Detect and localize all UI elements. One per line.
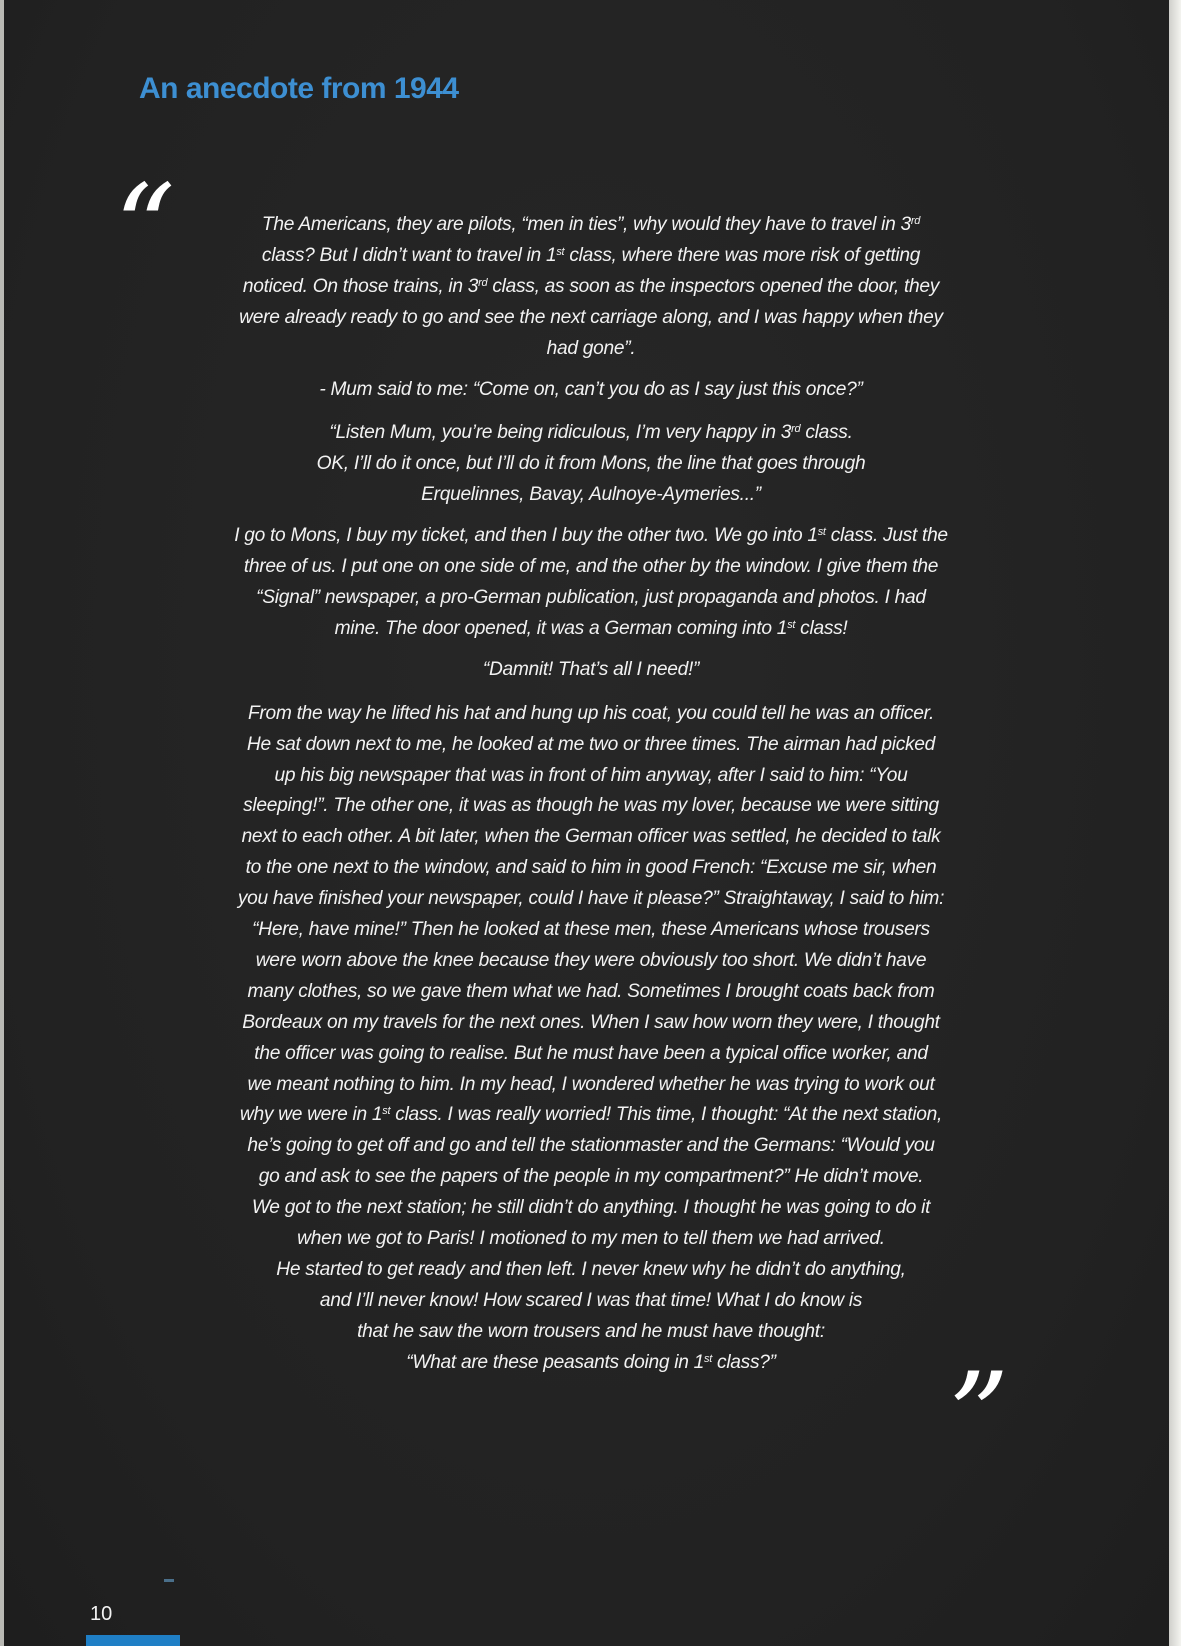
text-line: when we got to Paris! I motioned to my men to tell them we had arrived. bbox=[297, 1228, 885, 1250]
page-number: 10 bbox=[90, 1603, 113, 1625]
page-tab-marker bbox=[86, 1635, 180, 1646]
text-line: mine. The door opened, it was a German coming into 1st class! bbox=[334, 617, 848, 639]
text-line: next to each other. A bit later, when the German officer was settled, he decided to talk bbox=[241, 826, 941, 848]
text-line: that he saw the worn trousers and he must have thought: bbox=[357, 1320, 825, 1342]
paragraph bbox=[176, 210, 1006, 365]
text-line: “Signal” newspaper, a pro-German publication, just propaganda and photos. I had bbox=[256, 586, 926, 608]
decorative-speck bbox=[164, 1579, 174, 1582]
scan-edge-right bbox=[1169, 0, 1181, 1646]
text-line: we meant nothing to him. In my head, I wondered whether he was trying to work out bbox=[247, 1073, 935, 1095]
text-line: he’s going to get off and go and tell the stationmaster and the Germans: “Would you bbox=[247, 1135, 935, 1157]
paragraph bbox=[176, 699, 1006, 1379]
text-line: had gone”. bbox=[546, 337, 636, 359]
paragraph bbox=[176, 418, 1006, 511]
text-line: Erquelinnes, Bavay, Aulnoye-Aymeries...” bbox=[421, 484, 761, 506]
text-line: were worn above the knee because they were obviously too short. We didn’t have bbox=[255, 949, 927, 971]
paragraph bbox=[176, 655, 1006, 686]
paragraph bbox=[176, 521, 1006, 645]
text-line: He sat down next to me, he looked at me two or three times. The airman had picked bbox=[246, 733, 936, 755]
text-line: From the way he lifted his hat and hung up his coat, you could tell he was an officer. bbox=[248, 702, 934, 724]
text-line: class? But I didn’t want to travel in 1st class, where there was more risk of getting bbox=[261, 244, 921, 266]
text-line: sleeping!”. The other one, it was as though he was my lover, because we were sitting bbox=[243, 795, 939, 817]
text-line: to the one next to the window, and said to him in good French: “Excuse me sir, when bbox=[245, 857, 937, 879]
text-line: many clothes, so we gave them what we had. Sometimes I brought coats back from bbox=[247, 980, 935, 1002]
close-quote-mark: ” bbox=[948, 1348, 1010, 1487]
anecdote-body bbox=[176, 210, 1006, 1392]
text-line: He started to get ready and then left. I never knew why he didn’t do anything, bbox=[276, 1259, 906, 1280]
text-line: - Mum said to me: “Come on, can’t you do as I say just this once?” bbox=[319, 378, 863, 400]
text-line: and I’ll never know! How scared I was that time! What I do know is bbox=[319, 1289, 863, 1311]
text-line: the officer was going to realise. But he must have been a typical office worker, and bbox=[254, 1042, 928, 1064]
text-line: “Here, have mine!” Then he looked at these men, these Americans whose trousers bbox=[252, 919, 930, 941]
text-line: were already ready to go and see the next carriage along, and I was happy when they bbox=[239, 306, 943, 328]
page-title: An anecdote from 1944 bbox=[139, 72, 459, 105]
text-line: I go to Mons, I buy my ticket, and then I buy the other two. We go into 1st class. Just the bbox=[234, 525, 948, 547]
text-line: up his big newspaper that was in front of him anyway, after I said to him: “You bbox=[274, 764, 908, 786]
page bbox=[4, 0, 1169, 1646]
text-line: The Americans, they are pilots, “men in ties”, why would they have to travel in 3rd bbox=[261, 214, 921, 235]
text-line: “Listen Mum, you’re being ridiculous, I’m very happy in 3rd class. bbox=[329, 422, 853, 444]
text-line: you have finished your newspaper, could I have it please?” Straightaway, I said to him: bbox=[237, 888, 945, 910]
text-line: OK, I’ll do it once, but I’ll do it from Mons, the line that goes through bbox=[316, 453, 866, 475]
text-line: “Damnit! That’s all I need!” bbox=[482, 658, 700, 680]
text-line: go and ask to see the papers of the people in my compartment?” He didn’t move. bbox=[258, 1166, 924, 1188]
text-line: noticed. On those trains, in 3rd class, as soon as the inspectors opened the door, they bbox=[242, 275, 940, 297]
text-line: “What are these peasants doing in 1st class?” bbox=[406, 1351, 776, 1373]
text-line: We got to the next station; he still didn’t do anything. I thought he was going to do it bbox=[251, 1197, 931, 1219]
text-line: three of us. I put one on one side of me, and the other by the window. I give them the bbox=[243, 556, 939, 578]
open-quote-mark: “ bbox=[114, 160, 176, 299]
paragraph bbox=[176, 375, 1006, 406]
text-line: Bordeaux on my travels for the next ones. When I saw how worn they were, I thought bbox=[242, 1011, 940, 1033]
text-line: why we were in 1st class. I was really worried! This time, I thought: “At the next station, bbox=[239, 1104, 943, 1126]
